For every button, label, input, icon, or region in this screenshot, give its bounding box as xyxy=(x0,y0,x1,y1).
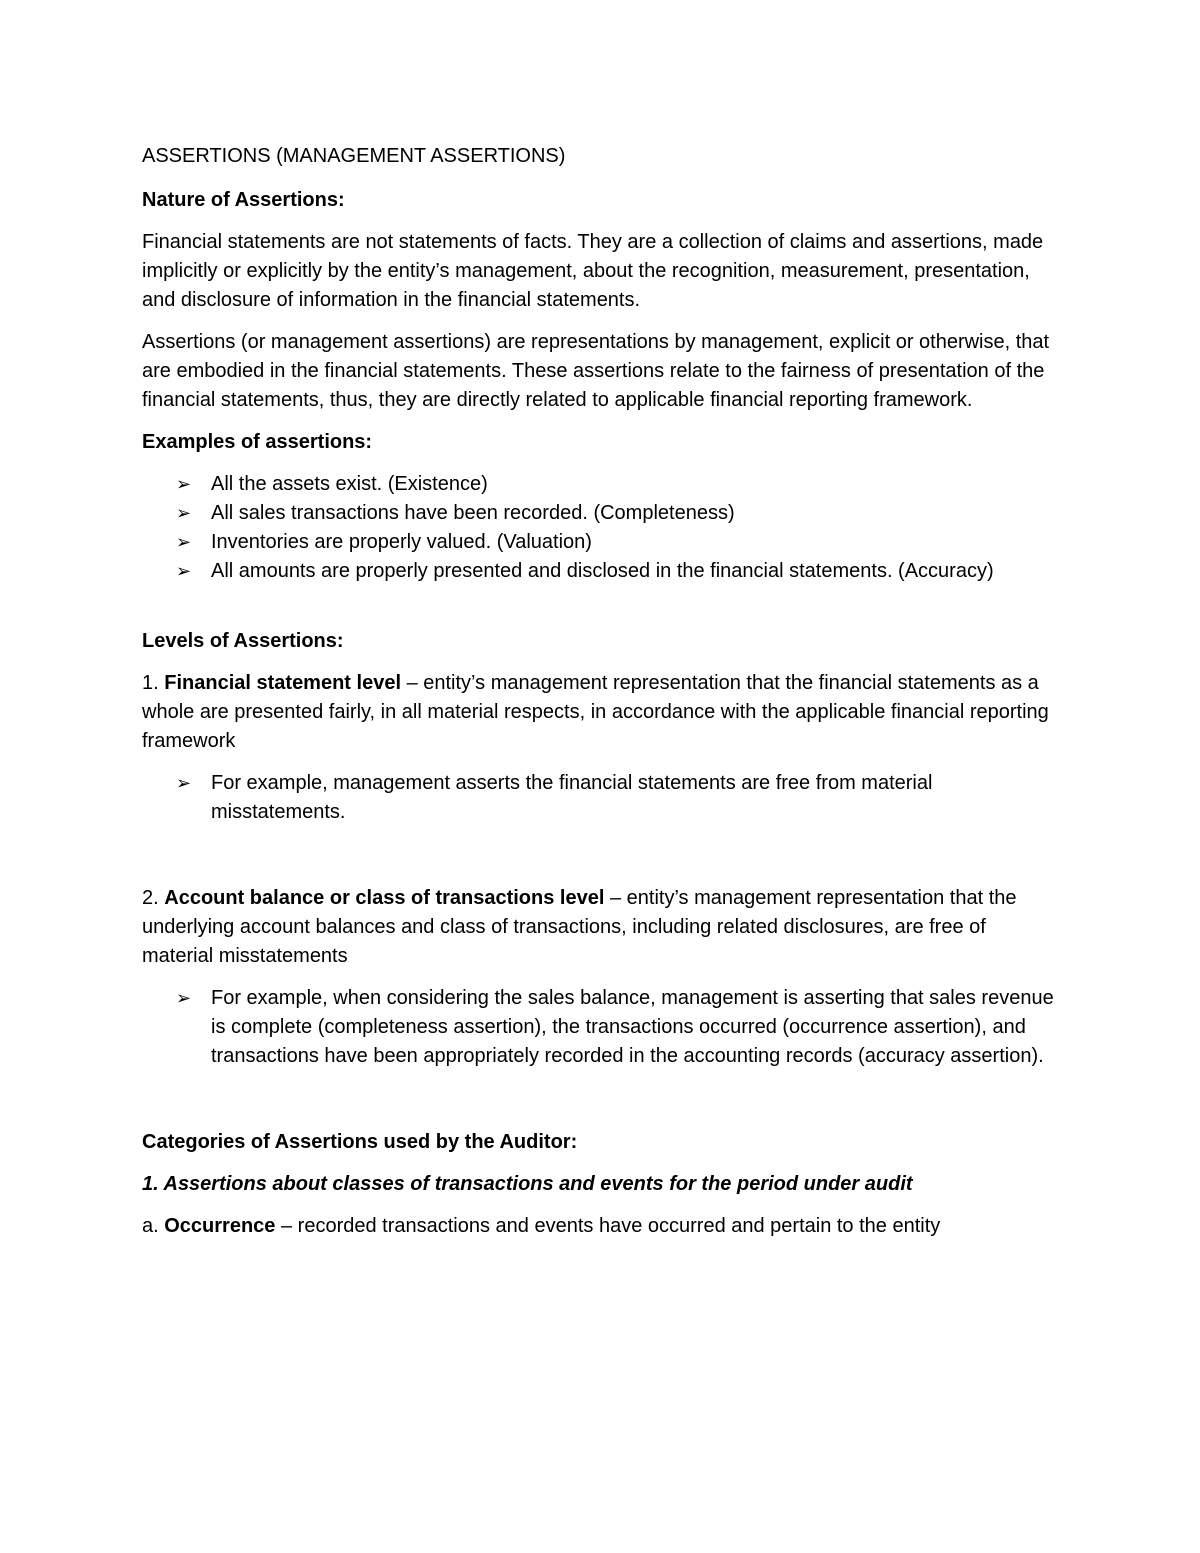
list-item-text: Inventories are properly valued. (Valuation) xyxy=(211,531,592,553)
arrow-bullet-icon: ➢ xyxy=(176,773,192,793)
list-item xyxy=(142,470,1062,499)
list-item-text: All the assets exist. (Existence) xyxy=(211,473,488,495)
category-item-a-text: – recorded transactions and events have occurred and pertain to the entity xyxy=(275,1215,941,1237)
arrow-bullet-icon: ➢ xyxy=(176,474,192,494)
list-item-text: For example, when considering the sales balance, management is asserting that sales revenue is complete (completeness assertion), the transactions occurred (occurrence assertion), and transactions have been appropriately recorded in the accounting records (accuracy assertion). xyxy=(211,987,1054,1067)
list-item xyxy=(142,499,1062,528)
nature-paragraph-2: Assertions (or management assertions) are representations by management, explicit or otherwise, that are embodied in the financial statements. These assertions relate to the fairness of presentation of the financial statements, thus, they are directly related to applicable financial reporting framework. xyxy=(142,331,1050,411)
examples-list xyxy=(142,470,1062,586)
list-item-text: All sales transactions have been recorded. (Completeness) xyxy=(211,502,735,524)
arrow-bullet-icon: ➢ xyxy=(176,988,192,1008)
examples-heading: Examples of assertions: xyxy=(142,431,373,453)
list-item xyxy=(142,557,1062,586)
spacer xyxy=(142,1084,1062,1128)
level-2-example-list xyxy=(142,984,1062,1071)
level-2-paragraph xyxy=(142,884,1062,971)
level-1-example-list xyxy=(142,769,1062,827)
category-item-a-label: Occurrence xyxy=(164,1215,276,1237)
level-2-text: – entity’s management representation that the underlying account balances and class of transactions, including related disclosures, are free of material misstatements xyxy=(142,887,1017,967)
list-item xyxy=(142,984,1062,1071)
list-item xyxy=(142,528,1062,557)
arrow-bullet-icon: ➢ xyxy=(176,503,192,523)
category-item-a-prefix: a. xyxy=(142,1215,165,1237)
arrow-bullet-icon: ➢ xyxy=(176,561,192,581)
level-2-number: 2. xyxy=(142,887,165,909)
document-page xyxy=(142,142,1062,1254)
list-item-text: For example, management asserts the financial statements are free from material misstatements. xyxy=(211,772,933,823)
nature-paragraph-1: Financial statements are not statements of facts. They are a collection of claims and assertions, made implicitly or explicitly by the entity’s management, about the recognition, measurement, presentation, and disclosure of information in the financial statements. xyxy=(142,231,1044,311)
list-item-text: All amounts are properly presented and disclosed in the financial statements. (Accuracy) xyxy=(211,560,994,582)
level-1-number: 1. xyxy=(142,672,165,694)
spacer xyxy=(142,599,1062,627)
nature-heading: Nature of Assertions: xyxy=(142,189,345,211)
arrow-bullet-icon: ➢ xyxy=(176,532,192,552)
categories-heading: Categories of Assertions used by the Auditor: xyxy=(142,1131,578,1153)
level-2-label: Account balance or class of transactions level xyxy=(164,887,605,909)
level-1-paragraph xyxy=(142,669,1062,756)
spacer xyxy=(142,840,1062,884)
category-item-a xyxy=(142,1212,1062,1241)
document-title: ASSERTIONS (MANAGEMENT ASSERTIONS) xyxy=(142,145,566,167)
levels-heading: Levels of Assertions: xyxy=(142,630,344,652)
categories-subheading: 1. Assertions about classes of transactions and events for the period under audit xyxy=(142,1173,913,1195)
level-1-text: – entity’s management representation that the financial statements as a whole are presented fairly, in all material respects, in accordance with the applicable financial reporting framework xyxy=(142,672,1049,752)
list-item xyxy=(142,769,1062,827)
level-1-label: Financial statement level xyxy=(164,672,402,694)
